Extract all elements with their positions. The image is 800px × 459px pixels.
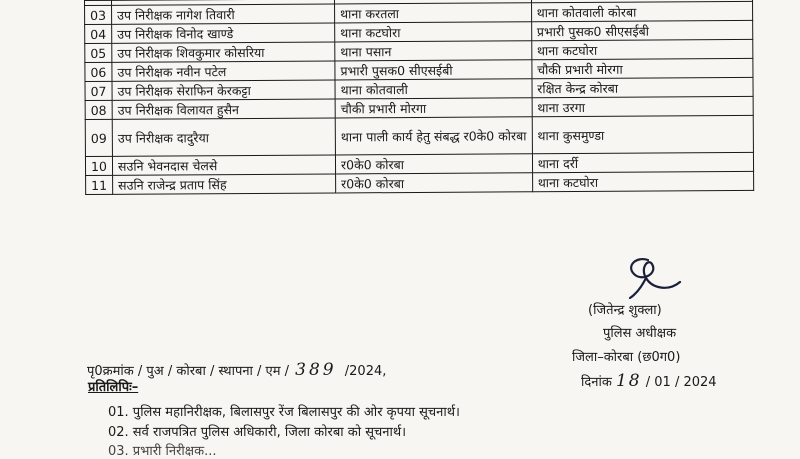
table-cell-from: प्रभारी पुसक0 सीएसईबी (335, 60, 532, 80)
copy-item: 02. सर्व राजपत्रित पुलिस अधिकारी, जिला कोरबा को सूचनार्थ। (108, 425, 407, 440)
table-cell-sn: 10 (85, 156, 112, 175)
table-cell-to: थाना कोतवाली कोरबा (531, 1, 752, 21)
signature-image (618, 252, 698, 300)
copy-item: 03. प्रभारी निरीक्षक... (108, 444, 217, 459)
copy-label: प्रतिलिपिः– (88, 380, 139, 395)
table-cell-from: र0के0 कोरबा (336, 173, 533, 193)
table-cell-to: थाना कटघोरा (531, 39, 752, 59)
table-cell-name: उप निरीक्षक विनोद खाण्डे (112, 23, 335, 43)
table-cell-from: र0के0 कोरबा (335, 154, 532, 174)
table-cell-to: थाना उरगा (532, 96, 753, 116)
table-body (85, 1, 754, 194)
table-cell-to: थाना दर्री (532, 152, 753, 172)
table-cell-from: थाना कटघोरा (335, 22, 532, 42)
table-cell-name: सउनि भेवनदास चेलसे (112, 155, 335, 175)
signatory-name: (जितेन्द्र शुक्ला) (588, 303, 662, 318)
date-day: 18 (615, 371, 642, 391)
table-cell-sn: 03 (85, 5, 112, 24)
table-cell-sn: 04 (85, 24, 112, 43)
copy-item: 01. पुलिस महानिरीक्षक, बिलासपुर रेंज बिलासपुर की ओर कृपया सूचनार्थ। (108, 405, 460, 420)
transfer-table (84, 0, 754, 195)
table-cell-sn: 07 (85, 81, 112, 100)
table-cell-to: थाना कुसमुण्डा (532, 115, 753, 153)
reference-year: /2024, (344, 364, 387, 379)
table-row (86, 171, 754, 194)
table-cell-sn: 05 (85, 43, 112, 62)
table-cell-name: सउनि राजेन्द्र प्रताप सिंह (113, 174, 336, 194)
table-cell-name: उप निरीक्षक नागेश तिवारी (112, 4, 335, 24)
table-cell-from: थाना करतला (335, 3, 532, 23)
table-row (85, 115, 753, 156)
table-cell-to: रक्षित केन्द्र कोरबा (532, 77, 753, 97)
table-cell-name: उप निरीक्षक सेराफिन केरकट्टा (112, 80, 335, 100)
reference-number: 389 (295, 360, 337, 380)
signatory-post: पुलिस अधीक्षक (603, 326, 677, 341)
table-cell-name: उप निरीक्षक शिवकुमार कोसरिया (112, 42, 335, 62)
table-cell-name: उप निरीक्षक विलायत हुसैन (112, 99, 335, 119)
table-cell-name: उप निरीक्षक दादुरैया (112, 118, 335, 156)
signatory-district: जिला–कोरबा (छ0ग0) (572, 350, 681, 365)
table-cell-to: थाना कटघोरा (532, 171, 753, 191)
date-rest: / 01 / 2024 (645, 375, 717, 390)
date-label: दिनांक (581, 375, 612, 390)
table-cell-name: उप निरीक्षक नवीन पटेल (112, 61, 335, 81)
table-cell-sn: 09 (85, 119, 112, 156)
table-cell-from: थाना पाली कार्य हेतु संबद्ध र0के0 कोरबा (335, 117, 532, 155)
table-cell-sn: 06 (85, 62, 112, 81)
table-cell-to: प्रभारी पुसक0 सीएसईबी (531, 20, 752, 40)
table-cell-from: चौकी प्रभारी मोरगा (335, 98, 532, 118)
table-cell-from: थाना कोतवाली (335, 79, 532, 99)
table-cell-from: थाना पसान (335, 41, 532, 61)
reference-prefix: पृ0क्रमांक / पुअ / कोरबा / स्थापना / एम / (87, 364, 290, 379)
table-cell-sn: 11 (86, 175, 113, 194)
table-cell-to: चौकी प्रभारी मोरगा (532, 58, 753, 78)
table-cell-sn: 08 (85, 100, 112, 119)
signature-date (581, 371, 717, 391)
